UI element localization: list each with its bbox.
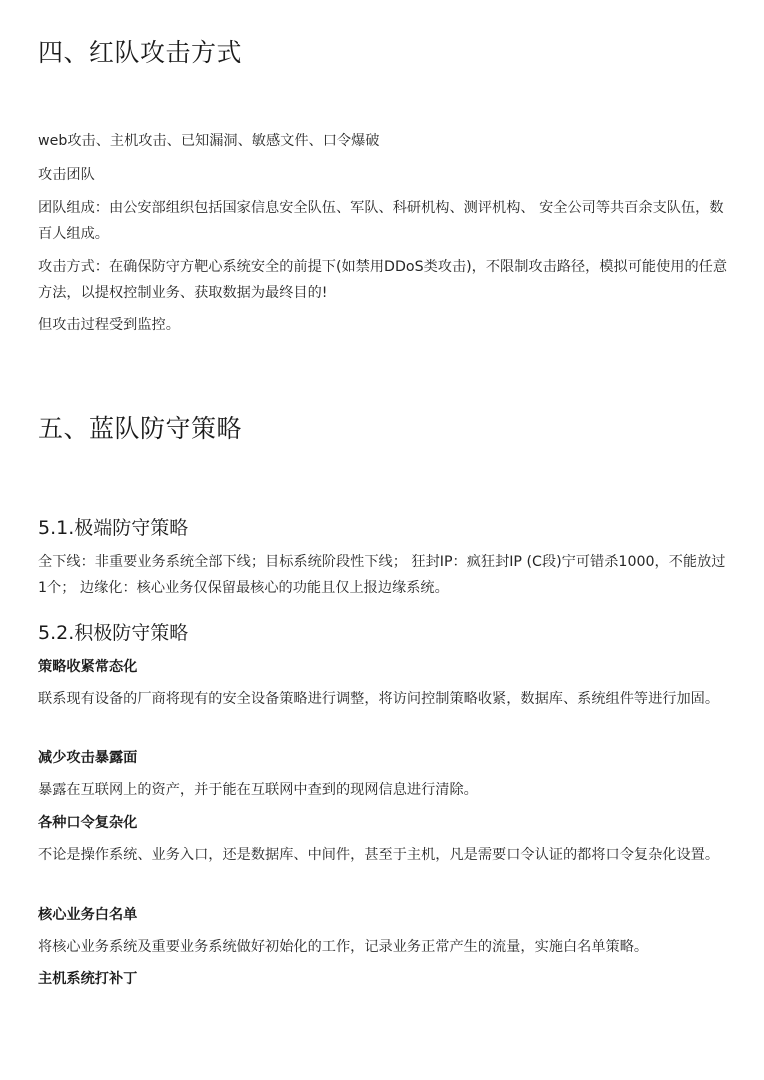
subsection-5-1-text: 全下线：非重要业务系统全部下线；目标系统阶段性下线； 狂封IP：疯狂封IP (C段)宁可错杀1000，不能放过1个； 边缘化：核心业务仅保留最核心的功能且仅上报边缘系统。 (38, 554, 726, 596)
strategy-text: 暴露在互联网上的资产，并于能在互联网中查到的现网信息进行清除。 (38, 782, 478, 798)
section-4-paragraph: web攻击、主机攻击、已知漏洞、敏感文件、口令爆破 (38, 133, 380, 149)
subsection-5-1-title: 5.1.极端防守策略 (38, 517, 189, 539)
section-4-paragraph: 攻击方式：在确保防守方靶心系统安全的前提下(如禁用DDoS类攻击)，不限制攻击路径，模拟可能使用的任意方法，以提权控制业务、获取数据为最终目的! (38, 259, 728, 301)
strategy-heading: 各种口令复杂化 (38, 815, 138, 831)
section-4-paragraph: 攻击团队 (38, 167, 95, 183)
section-5-title: 五、蓝队防守策略 (38, 414, 243, 443)
strategy-heading: 主机系统打补丁 (38, 971, 138, 987)
section-4-paragraph: 团队组成：由公安部组织包括国家信息安全队伍、军队、科研机构、测评机构、 安全公司等共百余支队伍，数百人组成。 (38, 200, 724, 242)
strategy-heading: 减少攻击暴露面 (38, 750, 138, 766)
strategy-heading: 核心业务白名单 (38, 907, 138, 923)
strategy-heading: 策略收紧常态化 (38, 659, 138, 675)
strategy-text: 不论是操作系统、业务入口，还是数据库、中间件，甚至于主机，凡是需要口令认证的都将口令复杂化设置。 (38, 847, 720, 863)
strategy-text: 联系现有设备的厂商将现有的安全设备策略进行调整，将访问控制策略收紧，数据库、系统组件等进行加固。 (38, 691, 720, 707)
section-4-paragraph: 但攻击过程受到监控。 (38, 317, 180, 333)
section-4-title: 四、红队攻击方式 (38, 38, 243, 67)
strategy-text: 将核心业务系统及重要业务系统做好初始化的工作，记录业务正常产生的流量，实施白名单策略。 (38, 939, 649, 955)
subsection-5-2-title: 5.2.积极防守策略 (38, 622, 189, 644)
